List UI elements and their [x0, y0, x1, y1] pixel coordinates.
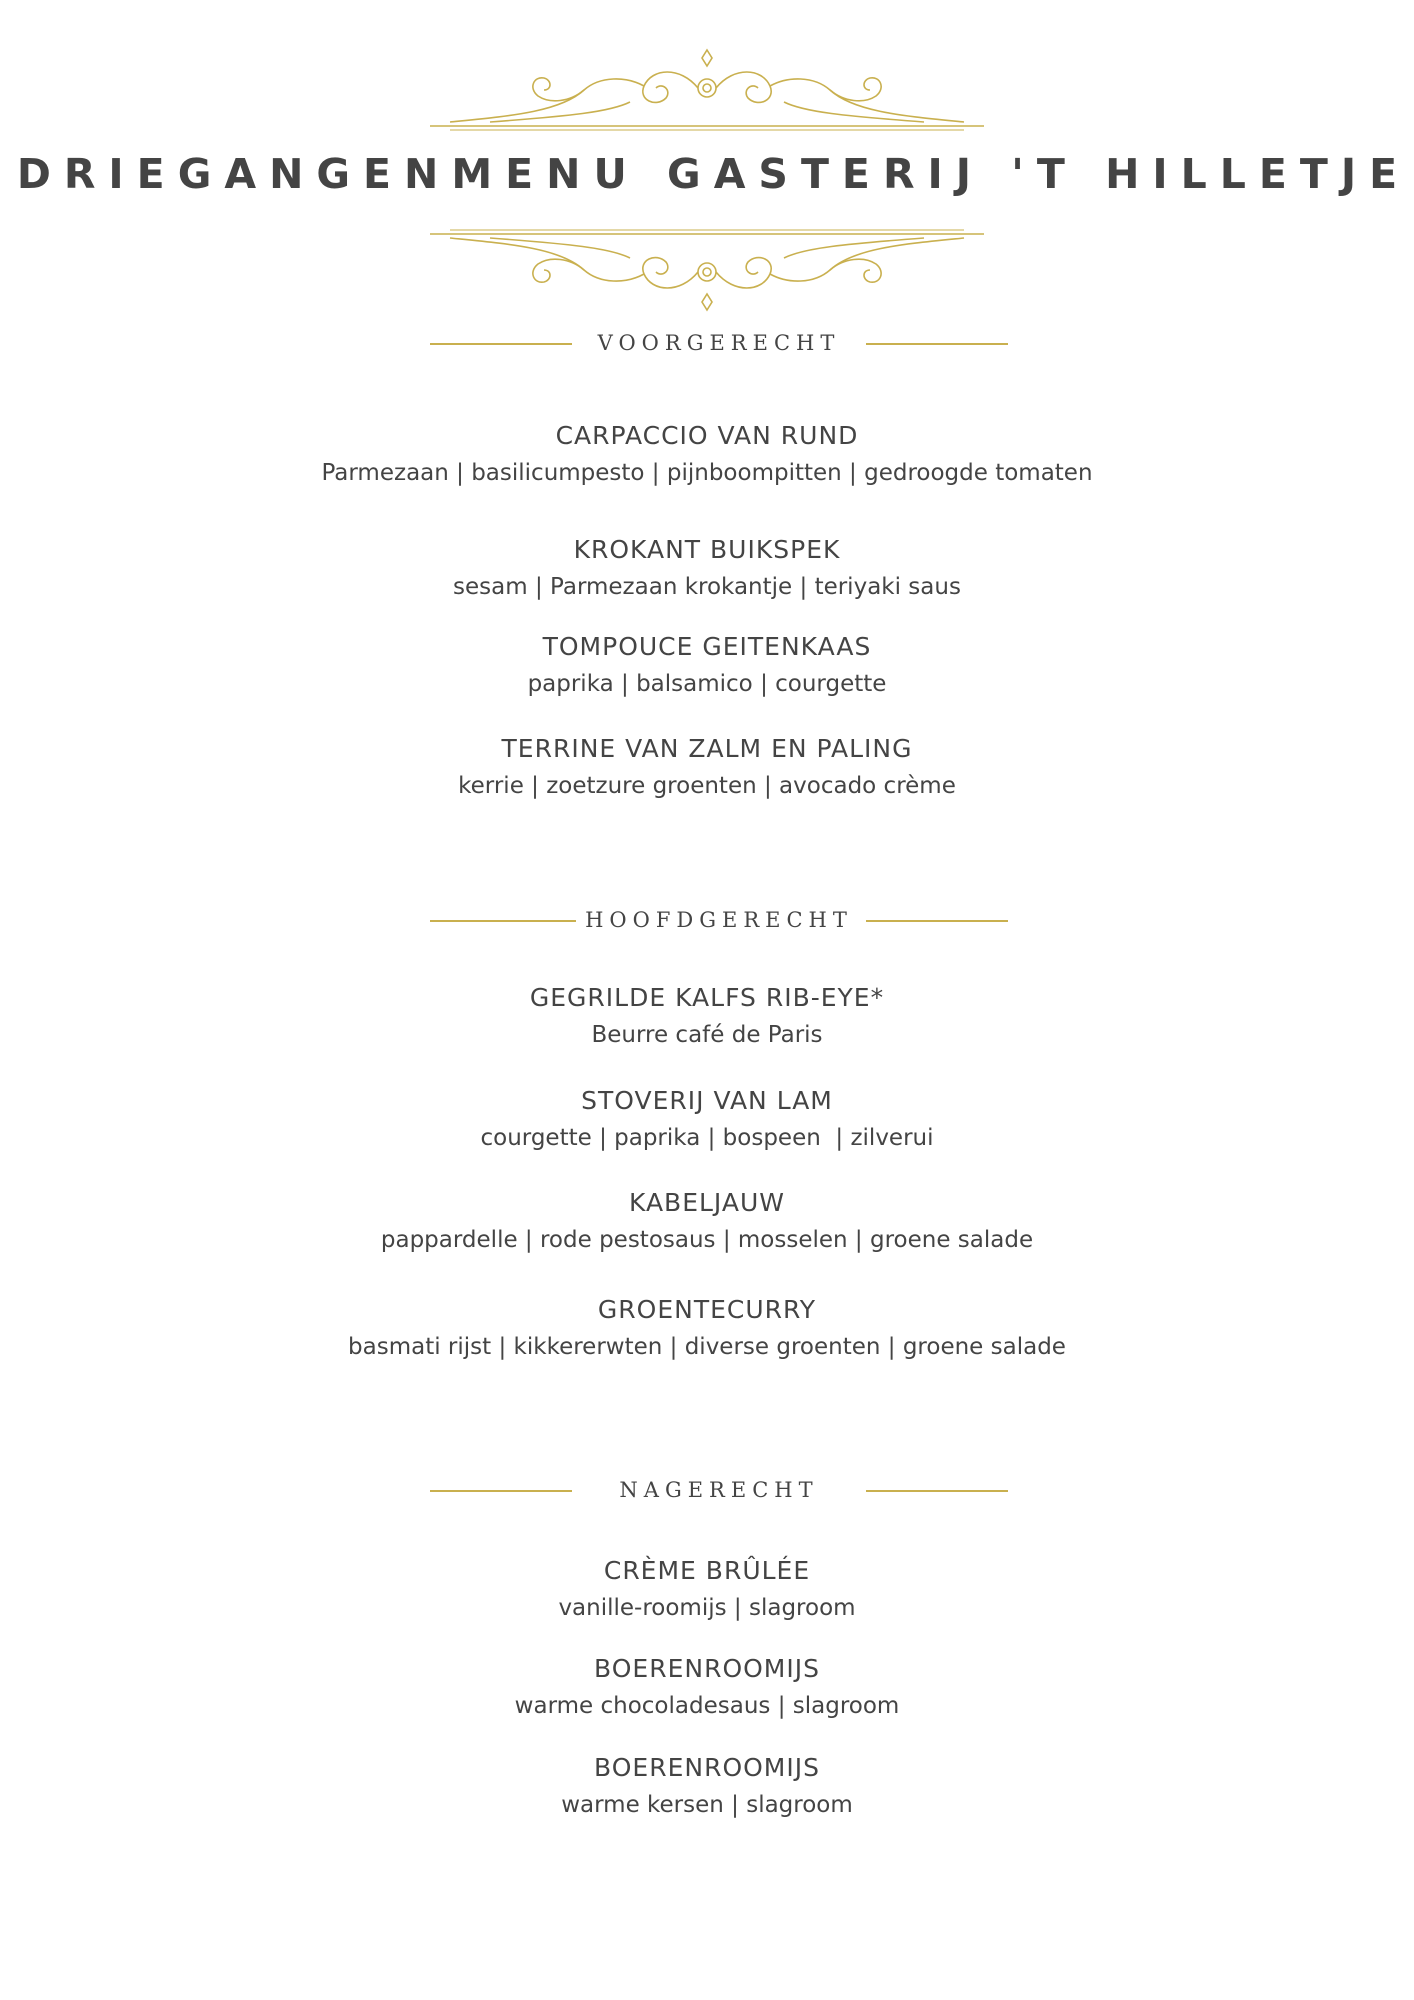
- dish-item: [0, 1292, 1414, 1366]
- dish-item: [0, 1185, 1414, 1259]
- section-heading-label: HOOFDGERECHT: [585, 908, 853, 932]
- dish-item: [0, 1553, 1414, 1627]
- flourish-ornament-icon: [430, 228, 984, 314]
- dish-item: [0, 1750, 1414, 1824]
- dish-description: courgette | paprika | bospeen | zilverui: [480, 1125, 934, 1151]
- dish-item: [0, 629, 1414, 703]
- dish-description: pappardelle | rode pestosaus | mosselen | groene salade: [380, 1227, 1034, 1253]
- flourish-ornament-icon: [430, 46, 984, 132]
- dish-item: [0, 1083, 1414, 1157]
- dish-item: [0, 980, 1414, 1054]
- dish-name: GEGRILDE KALFS RIB-EYE*: [529, 983, 885, 1012]
- dish-description: paprika | balsamico | courgette: [527, 671, 887, 697]
- dish-description: kerrie | zoetzure groenten | avocado crème: [458, 773, 956, 799]
- dish-name: TOMPOUCE GEITENKAAS: [542, 632, 872, 661]
- dish-description: Beurre café de Paris: [591, 1022, 823, 1048]
- menu-title: DRIEGANGENMENU GASTERIJ 'T HILLETJE: [16, 150, 1411, 198]
- top-ornament: [430, 46, 984, 132]
- dish-description: sesam | Parmezaan krokantje | teriyaki saus: [453, 574, 961, 600]
- dish-description: vanille-roomijs | slagroom: [558, 1595, 856, 1621]
- section-heading-label: NAGERECHT: [619, 1478, 819, 1502]
- dish-name: CRÈME BRÛLÉE: [603, 1556, 811, 1585]
- dish-name: CARPACCIO VAN RUND: [555, 421, 859, 450]
- dish-name: GROENTECURRY: [597, 1295, 817, 1324]
- section-heading-hoofdgerecht: [430, 905, 1008, 935]
- dish-item: [0, 418, 1414, 492]
- dish-description: Parmezaan | basilicumpesto | pijnboompitten | gedroogde tomaten: [321, 460, 1093, 486]
- dish-name: TERRINE VAN ZALM EN PALING: [501, 734, 913, 763]
- section-heading-nagerecht: [430, 1475, 1008, 1505]
- dish-description: warme kersen | slagroom: [561, 1792, 853, 1818]
- dish-name: BOERENROOMIJS: [594, 1654, 820, 1683]
- section-heading-label: VOORGERECHT: [597, 331, 841, 355]
- dish-description: warme chocoladesaus | slagroom: [514, 1693, 900, 1719]
- dish-name: BOERENROOMIJS: [594, 1753, 820, 1782]
- dish-item: [0, 532, 1414, 606]
- dish-item: [0, 1651, 1414, 1725]
- dish-name: STOVERIJ VAN LAM: [581, 1086, 833, 1115]
- dish-item: [0, 731, 1414, 805]
- section-heading-voorgerecht: [430, 328, 1008, 358]
- dish-name: KABELJAUW: [629, 1188, 785, 1217]
- dish-description: basmati rijst | kikkererwten | diverse groenten | groene salade: [348, 1334, 1066, 1360]
- bottom-ornament: [430, 228, 984, 314]
- dish-name: KROKANT BUIKSPEK: [573, 535, 841, 564]
